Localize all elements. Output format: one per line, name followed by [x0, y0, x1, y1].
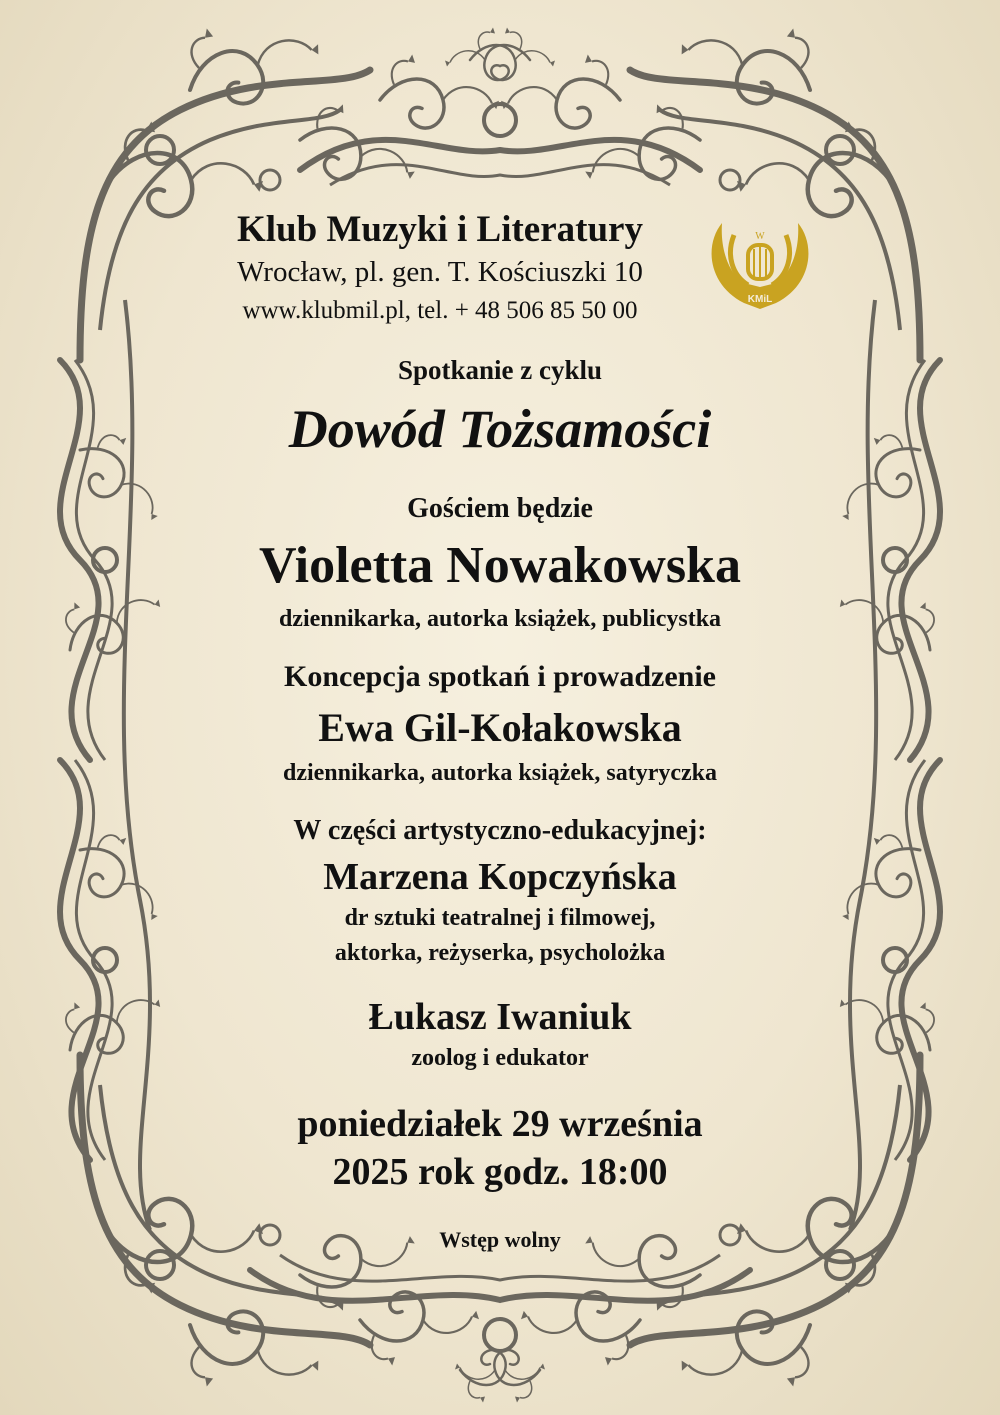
admission-note: Wstęp wolny — [439, 1227, 561, 1252]
event-time: 2025 rok godz. 18:00 — [332, 1151, 668, 1193]
series-title: Dowód Tożsamości — [288, 399, 712, 459]
guest-intro: Gościem będzie — [407, 493, 593, 524]
art-section-intro: W części artystyczno-edukacyjnej: — [293, 815, 707, 846]
host-intro: Koncepcja spotkań i prowadzenie — [284, 660, 716, 693]
club-contact: www.klubmil.pl, tel. + 48 506 85 50 00 — [242, 297, 638, 324]
event-date: poniedziałek 29 września — [297, 1103, 703, 1145]
art-performer-description-2: aktorka, reżyserka, psycholożka — [334, 940, 666, 966]
bottom-ornament — [250, 1255, 750, 1403]
art-performer-description-1: dr sztuki teatralnej i filmowej, — [344, 905, 656, 931]
host-name: Ewa Gil-Kołakowska — [318, 705, 682, 750]
svg-text:W: W — [755, 231, 765, 242]
guest-description: dziennikarka, autorka książek, publicystka — [278, 606, 722, 632]
series-intro: Spotkanie z cyklu — [397, 355, 603, 385]
guest-name: Violetta Nowakowska — [259, 537, 741, 594]
host-description: dziennikarka, autorka książek, satyryczka — [282, 760, 717, 786]
svg-text:KMiL: KMiL — [747, 294, 773, 305]
club-address: Wrocław, pl. gen. T. Kościuszki 10 — [237, 256, 643, 288]
educator-description: zoolog i edukator — [411, 1045, 589, 1071]
club-name: Klub Muzyki i Literatury — [237, 209, 643, 250]
educator-name: Łukasz Iwaniuk — [368, 996, 632, 1038]
art-performer-name: Marzena Kopczyńska — [323, 856, 677, 898]
